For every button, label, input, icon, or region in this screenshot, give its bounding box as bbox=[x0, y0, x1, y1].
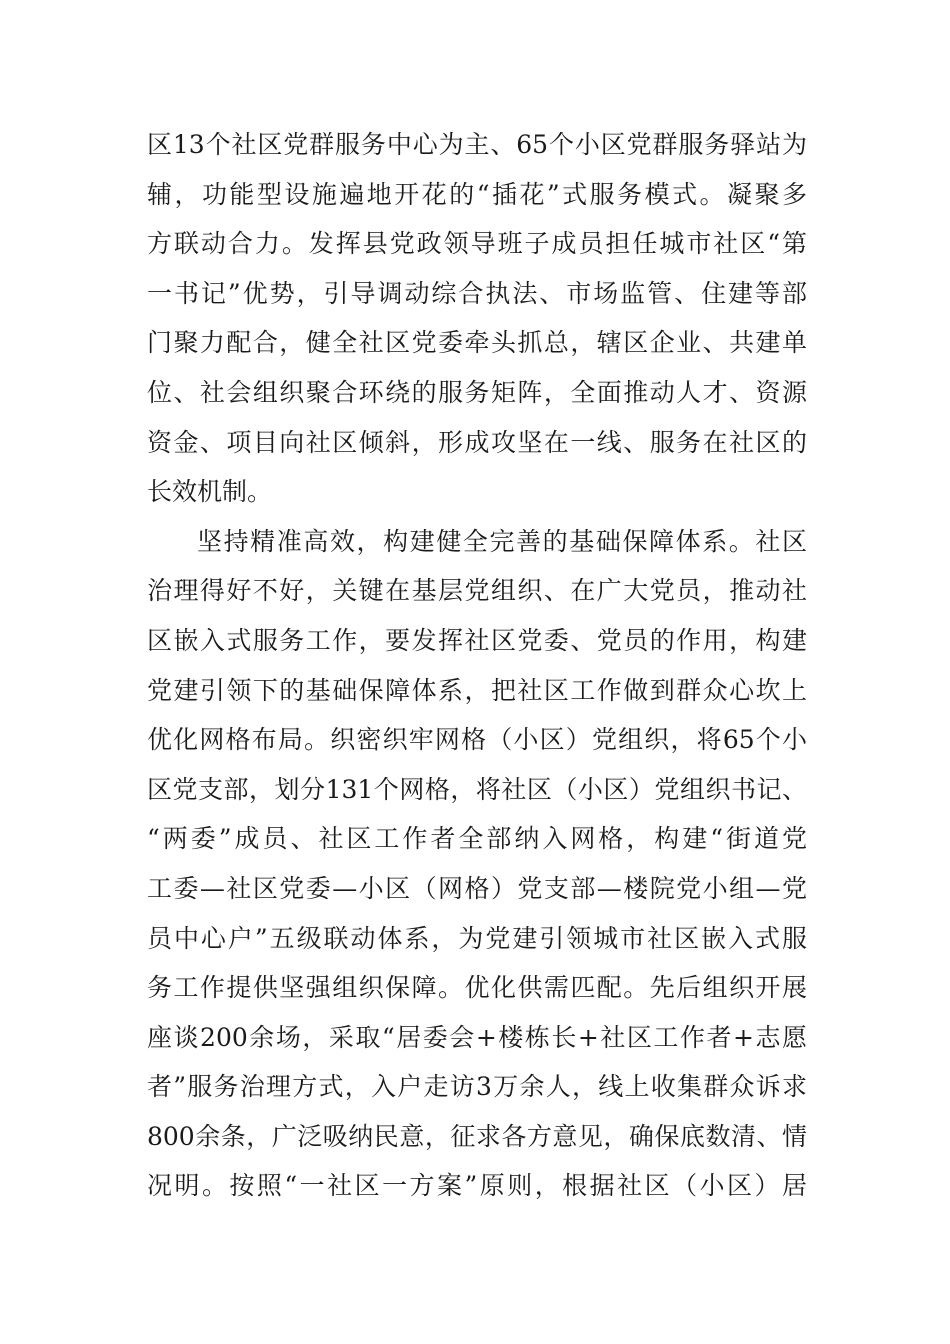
text-line: 位、社会组织聚合环绕的服务矩阵，全面推动人才、资源 bbox=[147, 377, 807, 407]
text-line: 治理得好不好，关键在基层党组织、在广大党员，推动社 bbox=[147, 576, 807, 606]
text-line: 800余条，广泛吸纳民意，征求各方意见，确保底数清、情 bbox=[147, 1121, 807, 1151]
text-line: 区嵌入式服务工作，要发挥社区党委、党员的作用，构建 bbox=[147, 625, 807, 655]
paragraph-2 bbox=[147, 517, 807, 1211]
body-text bbox=[147, 120, 807, 1211]
text-line: 优化网格布局。织密织牢网格（小区）党组织，将65个小 bbox=[147, 725, 807, 755]
text-line: 区13个社区党群服务中心为主、65个小区党群服务驿站为 bbox=[147, 130, 807, 159]
text-line: 工委—社区党委—小区（网格）党支部—楼院党小组—党 bbox=[147, 873, 807, 903]
text-line: 务工作提供坚强组织保障。优化供需匹配。先后组织开展 bbox=[147, 973, 807, 1003]
text-line: 况明。按照“一社区一方案”原则，根据社区（小区）居 bbox=[147, 1171, 807, 1201]
text-line: 长效机制。 bbox=[147, 477, 273, 507]
text-line: 辅，功能型设施遍地开花的“插花”式服务模式。凝聚多 bbox=[147, 179, 807, 209]
paragraph-1 bbox=[147, 120, 807, 517]
text-line: 员中心户”五级联动体系，为党建引领城市社区嵌入式服 bbox=[147, 923, 807, 953]
text-line: 座谈200余场，采取“居委会+楼栋长+社区工作者+志愿 bbox=[147, 1022, 807, 1052]
text-line: “两委”成员、社区工作者全部纳入网格，构建“街道党 bbox=[147, 824, 807, 854]
text-line: 门聚力配合，健全社区党委牵头抓总，辖区企业、共建单 bbox=[147, 328, 807, 358]
text-line: 方联动合力。发挥县党政领导班子成员担任城市社区“第 bbox=[147, 229, 807, 259]
text-line: 区党支部，划分131个网格，将社区（小区）党组织书记、 bbox=[147, 774, 807, 804]
text-line: 一书记”优势，引导调动综合执法、市场监管、住建等部 bbox=[147, 278, 807, 308]
text-line: 资金、项目向社区倾斜，形成攻坚在一线、服务在社区的 bbox=[147, 427, 807, 457]
text-line: 者”服务治理方式，入户走访3万余人，线上收集群众诉求 bbox=[147, 1072, 807, 1102]
text-line: 党建引领下的基础保障体系，把社区工作做到群众心坎上 bbox=[147, 675, 807, 705]
text-line: 坚持精准高效，构建健全完善的基础保障体系。社区 bbox=[197, 526, 807, 556]
